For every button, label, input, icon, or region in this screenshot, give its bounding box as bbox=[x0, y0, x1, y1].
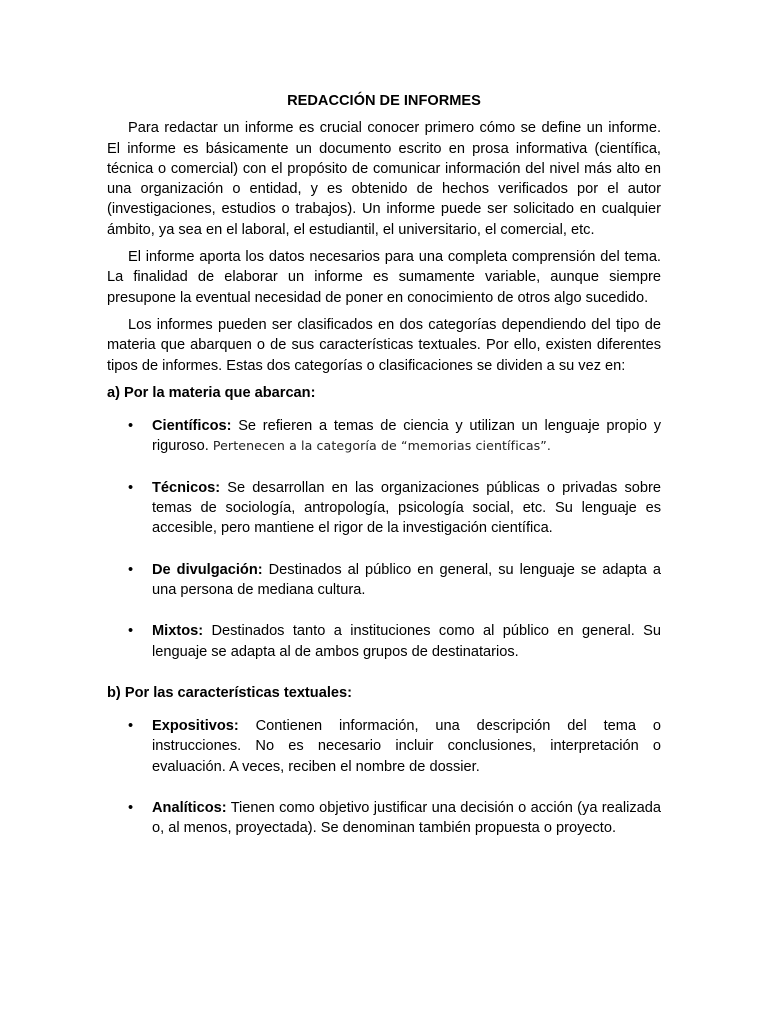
list-item-expositivos bbox=[107, 716, 661, 777]
bullet-icon: • bbox=[128, 718, 134, 735]
item-text: Tienen como objetivo justificar una decisión o acción (ya realizada o, al menos, proyectada). Se denominan también propuesta o proyecto. bbox=[152, 800, 661, 837]
bullet-icon: • bbox=[128, 418, 134, 435]
item-text: Destinados al público en general, su lenguaje se adapta a una persona de mediana cultura. bbox=[152, 561, 662, 598]
section-b-list bbox=[107, 716, 661, 838]
paragraph-definition: Para redactar un informe es crucial conocer primero cómo se define un informe. El informe es básicamente un documento escrito en prosa informativa (científica, técnica o comercial) con el propósito de comunicar información del nivel más alto en una organización o entidad, y es obtenido de hechos verificados por el autor (investigaciones, estudios o trabajos). Un informe puede ser solicitado en cualquier ámbito, ya sea en el laboral, el estudiantil, el universitario, el comercial, etc. bbox=[107, 120, 661, 238]
item-term: Científicos: bbox=[152, 418, 232, 435]
document-title: REDACCIÓN DE INFORMES bbox=[287, 93, 481, 109]
bullet-icon: • bbox=[128, 623, 134, 640]
bullet-icon: • bbox=[128, 479, 134, 496]
list-item-analiticos bbox=[107, 798, 661, 839]
item-text: Contienen información, una descripción del tema o instrucciones. No es necesario incluir conclusiones, interpretación o evaluación. A veces, reciben el nombre de dossier. bbox=[152, 718, 661, 775]
item-note: Pertenecen a la categoría de “memorias científicas”. bbox=[212, 438, 552, 454]
item-term: Técnicos: bbox=[152, 479, 221, 496]
list-item-cientificos bbox=[107, 416, 661, 457]
item-text: Se desarrollan en las organizaciones públicas o privadas sobre temas de sociología, antropología, psicología social, etc. Su lenguaje es accesible, pero mantiene el rigor de la investigación científica. bbox=[152, 479, 661, 537]
item-term: Mixtos: bbox=[152, 623, 204, 640]
item-term: Expositivos: bbox=[152, 718, 239, 735]
item-text: Se refieren a temas de ciencia y utilizan un lenguaje propio y riguroso. bbox=[152, 418, 661, 455]
item-term: Analíticos: bbox=[152, 800, 227, 817]
paragraph-purpose: El informe aporta los datos necesarios para una completa comprensión del tema. La finalidad de elaborar un informe es sumamente variable, aunque siempre presupone la eventual necesidad de poner en conocimiento de otros algo sucedido. bbox=[107, 249, 661, 306]
section-a-heading: a) Por la materia que abarcan: bbox=[107, 384, 316, 401]
list-item-mixtos bbox=[107, 621, 661, 662]
item-text: Destinados tanto a instituciones como al público en general. Su lenguaje se adapta al de ambos grupos de destinatarios. bbox=[152, 623, 661, 660]
document-page bbox=[107, 91, 661, 860]
list-item-divulgacion bbox=[107, 560, 661, 601]
paragraph-classification: Los informes pueden ser clasificados en dos categorías dependiendo del tipo de materia que abarquen o de sus características textuales. Por ello, existen diferentes tipos de informes. Estas dos categorías o clasificaciones se dividen a su vez en: bbox=[107, 316, 661, 374]
section-a-list bbox=[107, 416, 661, 662]
item-term: De divulgación: bbox=[152, 561, 263, 578]
list-item-tecnicos bbox=[107, 478, 661, 539]
bullet-icon: • bbox=[128, 561, 134, 578]
section-b-heading: b) Por las características textuales: bbox=[107, 684, 352, 701]
bullet-icon: • bbox=[128, 800, 134, 817]
